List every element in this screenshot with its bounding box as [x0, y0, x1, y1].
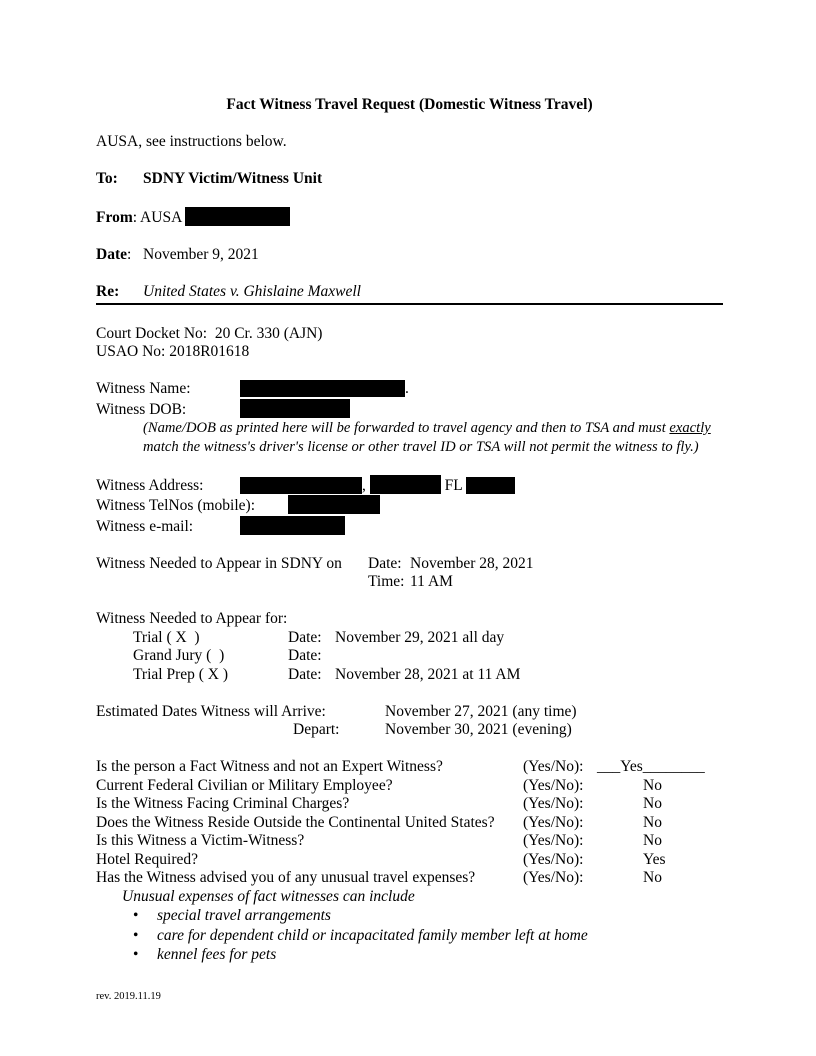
witness-name-label: Witness Name: — [96, 380, 191, 397]
re-row — [96, 283, 723, 305]
trial-date-value: November 29, 2021 all day — [335, 628, 505, 646]
depart-value: November 30, 2021 (evening) — [385, 721, 572, 738]
date-separator: : — [127, 246, 132, 263]
answer-value: Yes — [643, 850, 666, 868]
appear-for-row-trial-prep — [96, 666, 723, 685]
question-text: Does the Witness Reside Outside the Continental United States? — [96, 813, 495, 831]
question-text: Current Federal Civilian or Military Employee? — [96, 776, 393, 794]
tsa-note-line1 — [96, 419, 723, 438]
appear-sdny-label: Witness Needed to Appear in SDNY on — [96, 554, 342, 572]
appear-sdny-time-row — [96, 573, 723, 592]
bullet-item — [96, 906, 723, 926]
tsa-note-line2: match the witness's driver's license or other travel ID or TSA will not permit the witness to fly.) — [143, 438, 699, 455]
question-row-federal-employee — [96, 777, 723, 796]
appear-sdny-date-row — [96, 555, 723, 574]
re-label: Re: — [96, 283, 120, 300]
usao-number: USAO No: 2018R01618 — [96, 343, 250, 360]
estimated-depart-row — [96, 721, 723, 740]
to-row — [96, 170, 723, 189]
case-numbers — [96, 325, 723, 362]
question-row-hotel-required — [96, 851, 723, 870]
trial-prep-date-label: Date: — [288, 665, 322, 683]
answer-value: No — [643, 813, 662, 831]
redaction-witness-dob — [240, 399, 350, 418]
bullet-text: care for dependent child or incapacitated family member left at home — [157, 926, 588, 944]
intro-note: AUSA, see instructions below. — [96, 133, 287, 150]
grand-jury-date-label: Date: — [288, 647, 322, 664]
question-text: Is the person a Fact Witness and not an Expert Witness? — [96, 758, 443, 775]
bullet-icon: • — [133, 907, 139, 924]
redaction-address-city — [370, 475, 441, 494]
appear-for-label: Witness Needed to Appear for: — [96, 610, 288, 627]
bullet-text: special travel arrangements — [157, 907, 331, 924]
yesno-label: (Yes/No): — [523, 776, 584, 794]
appear-type-grand-jury: Grand Jury ( ) — [133, 647, 225, 664]
redaction-phone — [288, 495, 380, 514]
answer-value: No — [643, 776, 662, 794]
yesno-label: (Yes/No): — [523, 869, 584, 886]
witness-email-label: Witness e-mail: — [96, 517, 194, 535]
from-label: From — [96, 209, 133, 226]
witness-address-label: Witness Address: — [96, 476, 204, 494]
date-label: Date — [96, 246, 127, 263]
document-content — [96, 96, 723, 965]
witness-name-row — [96, 380, 723, 399]
appear-for-row-grand-jury — [96, 647, 723, 666]
bullet-text: kennel fees for pets — [157, 946, 277, 963]
redaction-address-zip — [466, 477, 515, 494]
tsa-note-underlined-word: exactly — [669, 420, 711, 436]
case-caption: United States v. Ghislaine Maxwell — [143, 283, 361, 300]
bullet-item — [96, 945, 723, 965]
answer-value: No — [643, 869, 662, 886]
redaction-email — [240, 516, 345, 535]
question-row-victim-witness — [96, 832, 723, 851]
witness-address-row — [96, 475, 723, 496]
from-row — [96, 207, 723, 228]
appear-for-row-trial — [96, 629, 723, 648]
answer-value: ___Yes________ — [597, 758, 705, 775]
witness-tel-label: Witness TelNos (mobile): — [96, 497, 256, 514]
yesno-label: (Yes/No): — [523, 850, 584, 868]
witness-dob-row — [96, 399, 723, 420]
question-row-criminal-charges — [96, 795, 723, 814]
answer-value: No — [643, 795, 662, 812]
trial-prep-date-value: November 28, 2021 at 11 AM — [335, 665, 521, 683]
address-state: FL — [444, 476, 463, 494]
depart-label: Depart: — [293, 721, 340, 738]
redaction-address-street — [240, 477, 362, 494]
from-prefix: : AUSA — [132, 209, 186, 226]
yesno-label: (Yes/No): — [523, 758, 584, 775]
tsa-note-text: (Name/DOB as printed here will be forwarded to travel agency and then to TSA and must — [143, 420, 670, 436]
estimated-arrive-label: Estimated Dates Witness will Arrive: — [96, 702, 326, 720]
court-docket-number: Court Docket No: 20 Cr. 330 (AJN) — [96, 324, 323, 342]
trial-date-label: Date: — [288, 628, 322, 646]
date-label-group — [96, 246, 143, 265]
revision-footer: rev. 2019.11.19 — [96, 991, 161, 1002]
unusual-expenses-intro: Unusual expenses of fact witnesses can include — [122, 887, 415, 905]
question-text: Has the Witness advised you of any unusual travel expenses? — [96, 869, 476, 886]
to-label: To: — [96, 170, 118, 187]
date-row — [96, 246, 723, 265]
bullet-icon: • — [133, 946, 139, 963]
appear-sdny-date-value: November 28, 2021 — [410, 554, 534, 572]
question-text: Is this Witness a Victim-Witness? — [96, 832, 305, 849]
date-value: November 9, 2021 — [143, 246, 259, 263]
appear-type-trial-prep: Trial Prep ( X ) — [133, 665, 229, 683]
yesno-label: (Yes/No): — [523, 813, 584, 831]
appear-sdny-time-value: 11 AM — [410, 573, 453, 590]
yesno-label: (Yes/No): — [523, 832, 584, 849]
question-row-reside-outside — [96, 814, 723, 833]
question-text: Hotel Required? — [96, 850, 199, 868]
witness-name-suffix: . — [405, 380, 409, 397]
witness-dob-label: Witness DOB: — [96, 400, 187, 418]
witness-email-row — [96, 516, 723, 537]
answer-value: No — [643, 832, 662, 849]
question-row-fact-witness — [96, 758, 723, 777]
document-title: Fact Witness Travel Request (Domestic Witness Travel) — [226, 96, 593, 113]
address-separator: , — [362, 476, 366, 494]
redaction-witness-name — [240, 380, 405, 397]
appear-type-trial: Trial ( X ) — [133, 628, 200, 646]
redaction-from-name — [185, 207, 290, 226]
yesno-label: (Yes/No): — [523, 795, 584, 812]
appear-sdny-date-label: Date: — [368, 554, 402, 572]
bullet-item — [96, 926, 723, 946]
witness-tel-row — [96, 495, 723, 516]
appear-sdny-time-label: Time: — [368, 573, 405, 590]
arrive-value: November 27, 2021 (any time) — [385, 702, 577, 720]
to-value: SDNY Victim/Witness Unit — [143, 170, 323, 187]
question-text: Is the Witness Facing Criminal Charges? — [96, 795, 350, 812]
bullet-icon: • — [133, 926, 139, 944]
estimated-arrive-row — [96, 703, 723, 722]
question-row-unusual-expenses — [96, 869, 723, 888]
